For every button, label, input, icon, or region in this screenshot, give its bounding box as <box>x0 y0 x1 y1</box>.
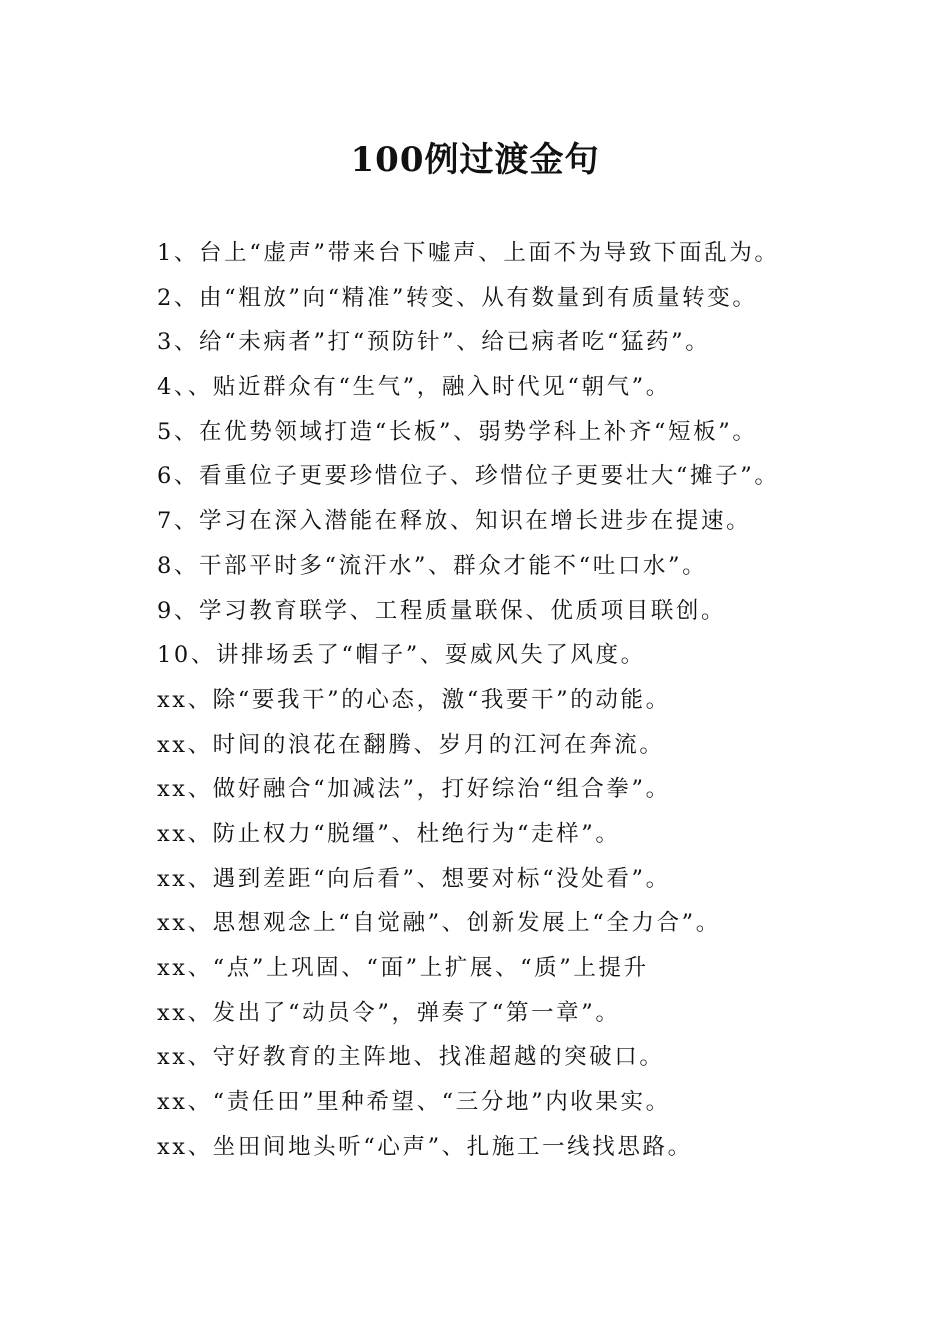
list-item: 6、看重位子更要珍惜位子、珍惜位子更要壮大“摊子”。 <box>157 463 780 490</box>
list-item: xx、时间的浪花在翻腾、岁月的江河在奔流。 <box>157 731 665 758</box>
list-item: 2、由“粗放”向“精准”转变、从有数量到有质量转变。 <box>157 284 758 311</box>
list-item: xx、做好融合“加减法”，打好综治“组合拳”。 <box>157 776 671 803</box>
list-item: xx、思想观念上“自觉融”、创新发展上“全力合”。 <box>157 910 721 937</box>
list-item: xx、除“要我干”的心态，激“我要干”的动能。 <box>157 686 671 713</box>
list-item: xx、防止权力“脱缰”、杜绝行为“走样”。 <box>157 820 621 847</box>
list-item: xx、发出了“动员令”，弹奏了“第一章”。 <box>157 999 621 1026</box>
list-item: 5、在优势领域打造“长板”、弱势学科上补齐“短板”。 <box>157 418 758 445</box>
list-item: 7、学习在深入潜能在释放、知识在增长进步在提速。 <box>157 508 752 535</box>
list-item: xx、“责任田”里种希望、“三分地”内收果实。 <box>157 1089 671 1116</box>
list-item: 8、干部平时多“流汗水”、群众才能不“吐口水”。 <box>157 552 708 579</box>
list-item: 3、给“未病者”打“预防针”、给已病者吃“猛药”。 <box>157 329 711 356</box>
page-title: 100例过渡金句 <box>350 140 600 180</box>
list-item: xx、“点”上巩固、“面”上扩展、“质”上提升 <box>157 955 649 981</box>
list-item: xx、守好教育的主阵地、找准超越的突破口。 <box>157 1044 665 1071</box>
sentence-list <box>157 233 917 1171</box>
list-item: xx、坐田间地头听“心声”、扎施工一线找思路。 <box>157 1133 693 1160</box>
list-item: 9、学习教育联学、工程质量联保、优质项目联创。 <box>157 597 727 624</box>
list-item: xx、遇到差距“向后看”、想要对标“没处看”。 <box>157 865 671 892</box>
list-item: 10、讲排场丢了“帽子”、耍威风失了风度。 <box>157 642 646 669</box>
list-item: 4、、贴近群众有“生气”，融入时代见“朝气”。 <box>157 374 671 401</box>
list-item: 1、台上“虚声”带来台下嘘声、上面不为导致下面乱为。 <box>157 240 780 266</box>
